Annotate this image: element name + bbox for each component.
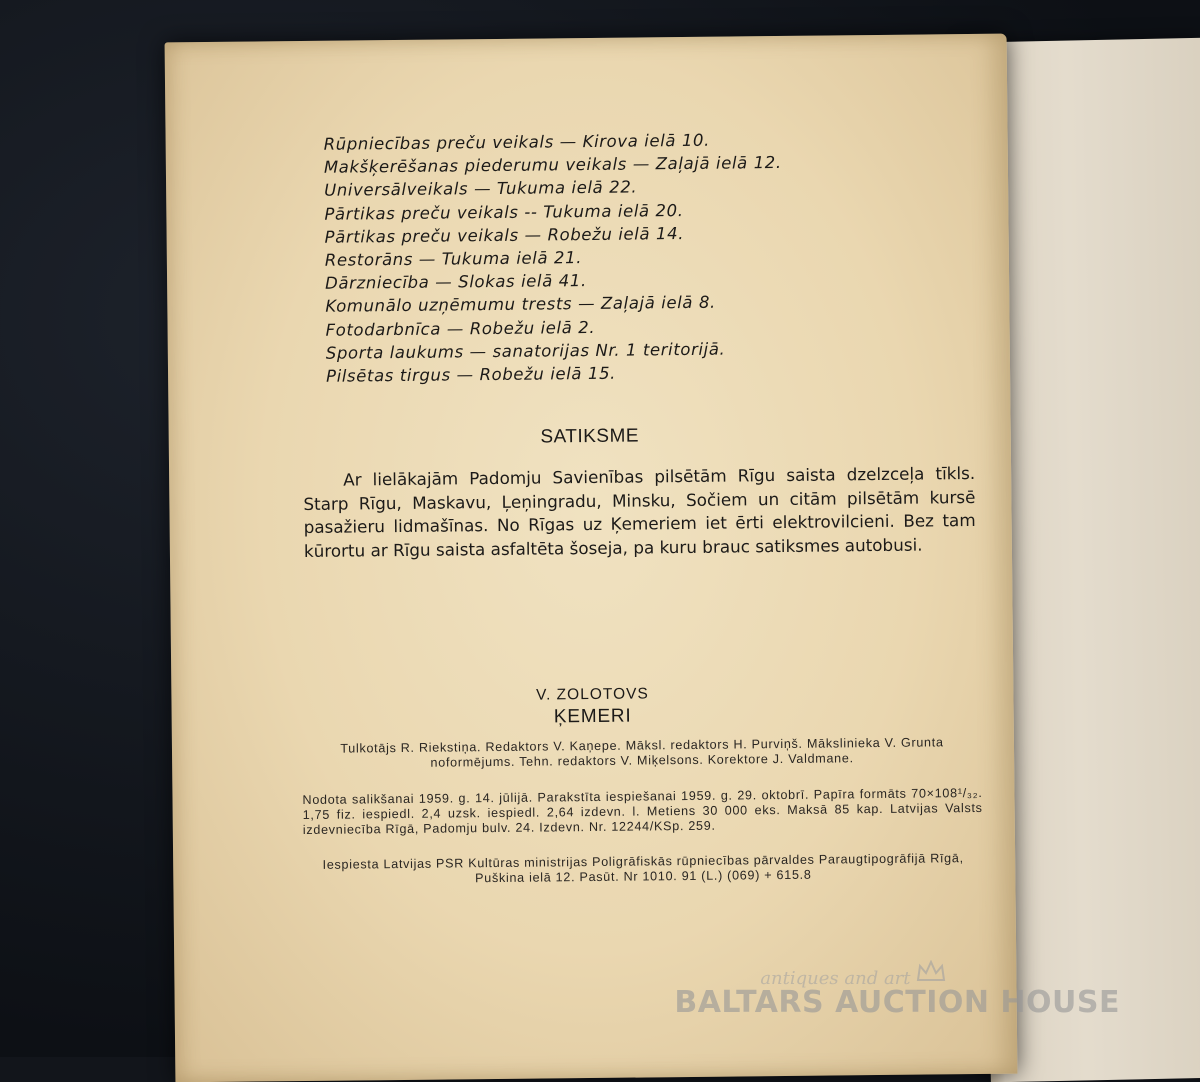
author-name: V. ZOLOTOVS (536, 685, 649, 704)
watermark-tagline: antiques and art (760, 968, 911, 989)
list-item: Pārtikas preču veikals -- Tukuma ielā 20. (324, 200, 684, 224)
list-item: Restorāns — Tukuma ielā 21. (324, 248, 583, 270)
list-item: Makšķerēšanas piederumu veikals — Zaļajā ielā 12. (323, 153, 782, 177)
book-page (165, 34, 1018, 1082)
list-item: Dārzniecība — Slokas ielā 41. (325, 271, 587, 293)
credits-text: Tulkotājs R. Riekstiņa. Redaktors V. Kaņepe. Māksl. redaktors H. Purviņš. Mākslinieka V. Grunta noformējums. Tehn. redaktors V. Miķelsons. Korektore J. Valdmane. (340, 735, 944, 770)
printing-text: Iespiesta Latvijas PSR Kultūras ministrijas Poligrāfiskās rūpniecības pārvaldes Paraugtipogrāfijā Rīgā, Puškina ielā 12. Pasūt. Nr 1010. 91 (L.) (069) + 615.8 (322, 851, 964, 886)
book-title: ĶEMERI (553, 705, 632, 728)
crown-icon (916, 960, 946, 982)
list-item: Universālveikals — Tukuma ielā 22. (324, 177, 638, 201)
watermark-brand: BALTARS AUCTION HOUSE (674, 985, 1120, 1020)
publication-text: Nodota salikšanai 1959. g. 14. jūlijā. Parakstīta iespiešanai 1959. g. 29. oktobrī. Papīra formāts 70×108¹/₃₂. 1,75 fiz. iespiedl. 2,4 uzsk. iespiedl. 2,64 izdevn. l. Metiens 30 000 eks. Maksā 85 kap. Latvijas Valsts izdevniecība Rīgā, Padomju bulv. 24. Izdevn. Nr. 12244/KSp. 259. (302, 785, 983, 838)
auction-watermark (674, 968, 1120, 1020)
list-item: Komunālo uzņēmumu trests — Zaļajā ielā 8. (325, 293, 716, 317)
list-item: Pilsētas tirgus — Robežu ielā 15. (325, 363, 617, 386)
transport-paragraph: Ar lielākajām Padomju Savienības pilsētām Rīgu saista dzelzceļa tīkls. Starp Rīgu, Maskavu, Ļeņingradu, Minsku, Sočiem un citām pilsētām kursē pasažieru lidmašīnas. No Rīgas uz Ķemeriem iet ērti elektrovilcieni. Bez tam kūrortu ar Rīgu saista asfaltēta šoseja, pa kuru brauc satiksmes autobusi. (303, 462, 976, 561)
list-item: Fotodarbnīca — Robežu ielā 2. (325, 317, 596, 340)
shop-address-list (324, 128, 784, 388)
section-heading: SATIKSME (540, 425, 640, 448)
list-item: Rūpniecības preču veikals — Kirova ielā 10. (323, 130, 711, 154)
list-item: Sporta laukums — sanatorijas Nr. 1 teritorijā. (325, 339, 726, 363)
list-item: Pārtikas preču veikals — Robežu ielā 14. (324, 223, 685, 247)
